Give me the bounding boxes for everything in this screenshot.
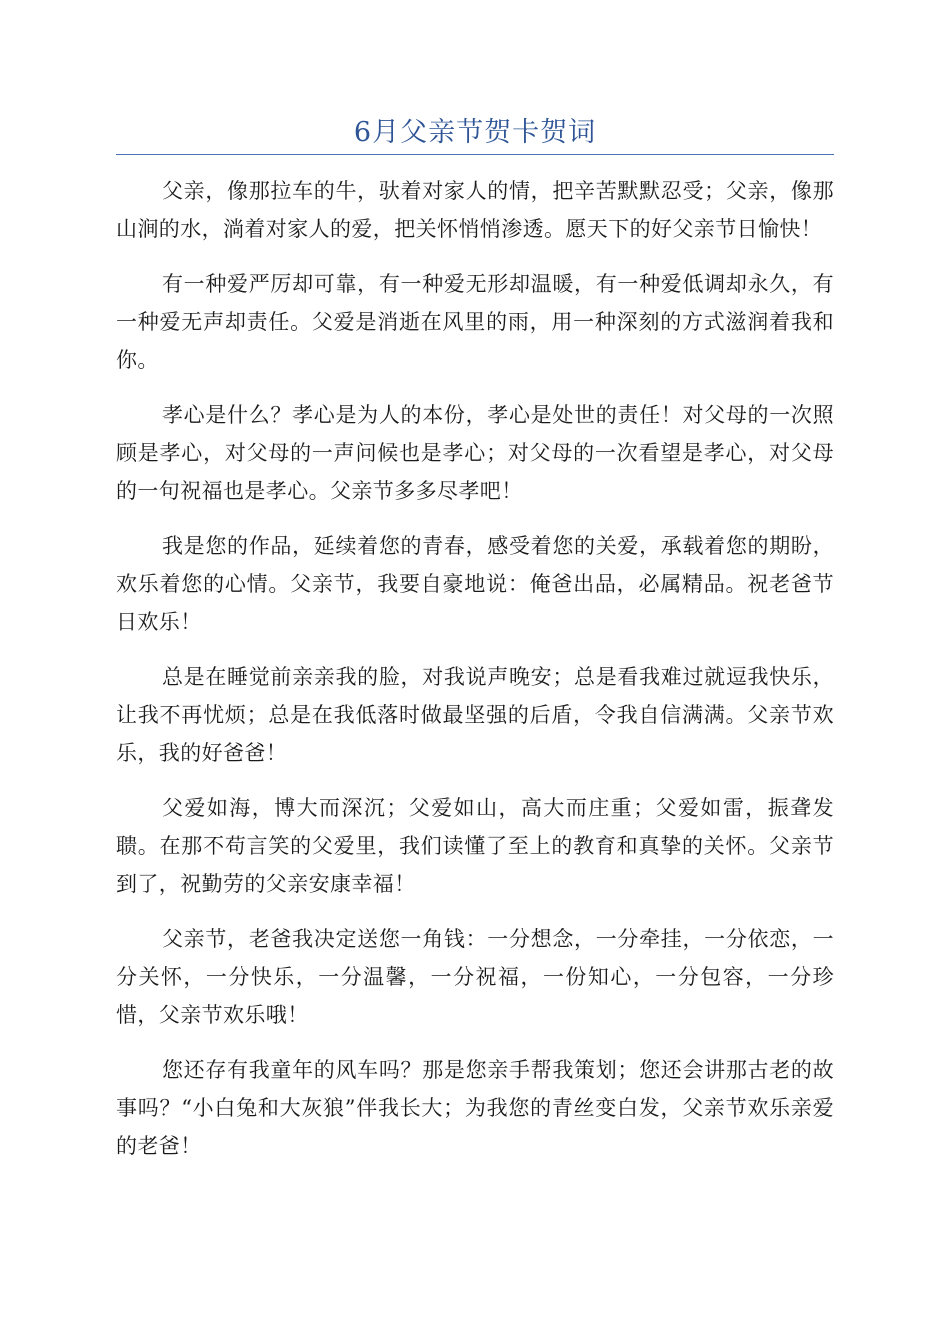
paragraph-7: 父亲节，老爸我决定送您一角钱：一分想念，一分牵挂，一分依恋，一分关怀，一分快乐，一分温馨，一分祝福，一份知心，一分包容，一分珍惜，父亲节欢乐哦！	[116, 927, 834, 1027]
document-body	[116, 172, 834, 1182]
paragraph-5: 总是在睡觉前亲亲我的脸，对我说声晚安；总是看我难过就逗我快乐，让我不再忧烦；总是在我低落时做最坚强的后盾，令我自信满满。父亲节欢乐，我的好爸爸！	[116, 665, 834, 765]
paragraph-6: 父爱如海，博大而深沉；父爱如山，高大而庄重；父爱如雷，振聋发聩。在那不苟言笑的父爱里，我们读懂了至上的教育和真挚的关怀。父亲节到了，祝勤劳的父亲安康幸福！	[116, 796, 834, 896]
paragraph-1: 父亲，像那拉车的牛，驮着对家人的情，把辛苦默默忍受；父亲，像那山涧的水，淌着对家人的爱，把关怀悄悄渗透。愿天下的好父亲节日愉快！	[116, 179, 834, 241]
paragraph-8: 您还存有我童年的风车吗？那是您亲手帮我策划；您还会讲那古老的故事吗？“小白兔和大灰狼”伴我长大；为我您的青丝变白发，父亲节欢乐亲爱的老爸！	[116, 1058, 834, 1158]
paragraph-3: 孝心是什么？孝心是为人的本份，孝心是处世的责任！对父母的一次照顾是孝心，对父母的一声问候也是孝心；对父母的一次看望是孝心，对父母的一句祝福也是孝心。父亲节多多尽孝吧！	[116, 403, 834, 503]
paragraph-2: 有一种爱严厉却可靠，有一种爱无形却温暖，有一种爱低调却永久，有一种爱无声却责任。父爱是消逝在风里的雨，用一种深刻的方式滋润着我和你。	[116, 272, 834, 372]
document-title: 6月父亲节贺卡贺词	[353, 117, 597, 148]
paragraph-4: 我是您的作品，延续着您的青春，感受着您的关爱，承载着您的期盼，欢乐着您的心情。父亲节，我要自豪地说：俺爸出品，必属精品。祝老爸节日欢乐！	[116, 534, 834, 634]
title-underline-divider	[116, 154, 834, 155]
